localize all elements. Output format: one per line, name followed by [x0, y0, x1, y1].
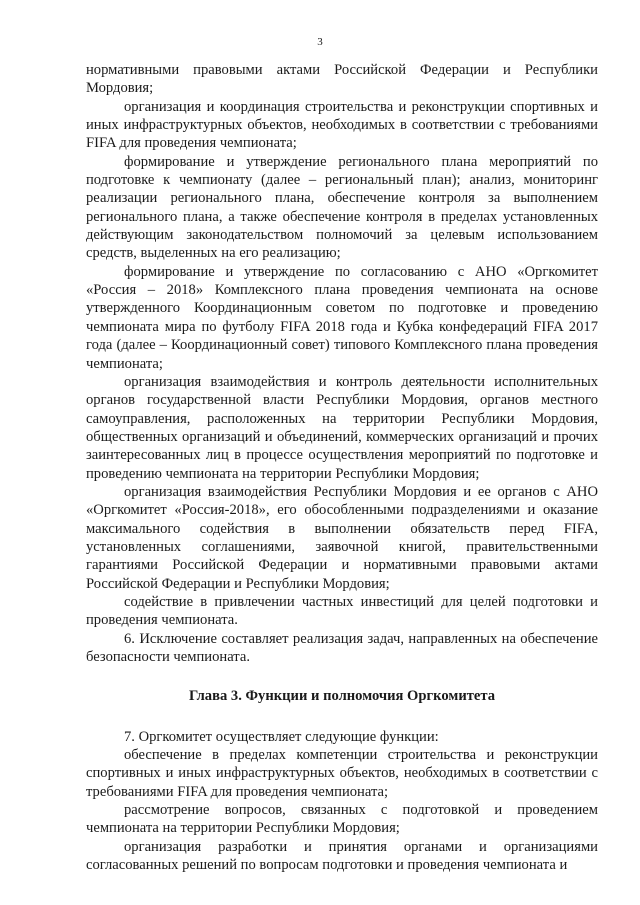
- paragraph: формирование и утверждение по согласованию с АНО «Оргкомитет «Россия – 2018» Комплексного плана проведения чемпионата на основе утвержденного Координационным советом по подготовке и проведению чемпионата мира по футболу FIFA 2018 года и Кубка конфедераций FIFA 2017 года (далее – Координационный совет) типового Комплексного плана проведения чемпионата;: [86, 263, 598, 372]
- paragraph: обеспечение в пределах компетенции строительства и реконструкции спортивных и иных инфраструктурных объектов, необходимых в соответствии с требованиями FIFA для проведения чемпионата;: [86, 747, 598, 800]
- paragraph: организация взаимодействия Республики Мордовия и ее органов с АНО «Оргкомитет «Россия-2018», его обособленными подразделениями и оказание максимального содействия в выполнении обязательств перед FIFA, установленных соглашениями, заявочной книгой, правительственными гарантиями Российской Федерации и нормативными правовыми актами Российской Федерации и Республики Мордовия;: [86, 483, 598, 592]
- paragraph: нормативными правовыми актами Российской Федерации и Республики Мордовия;: [86, 62, 598, 97]
- paragraph: рассмотрение вопросов, связанных с подготовкой и проведением чемпионата на территории Республики Мордовия;: [86, 802, 598, 837]
- chapter-heading: Глава 3. Функции и полномочия Оргкомитета: [188, 688, 496, 705]
- paragraph: содействие в привлечении частных инвестиций для целей подготовки и проведения чемпионата.: [86, 593, 598, 629]
- document-body: [86, 61, 598, 874]
- paragraph: формирование и утверждение регионального плана мероприятий по подготовке к чемпионату (далее – региональный план); анализ, мониторинг реализации регионального плана, обеспечение контроля за выполнением регионального плана, а также обеспечение контроля в пределах установленных действующим законодательством полномочий за целевым использованием средств, выделенных на его реализацию;: [86, 153, 598, 262]
- paragraph: организация и координация строительства и реконструкции спортивных и иных инфраструктурных объектов, необходимых в соответствии с требованиями FIFA для проведения чемпионата;: [86, 98, 598, 152]
- paragraph: организация взаимодействия и контроль деятельности исполнительных органов государственной власти Республики Мордовия, органов местного самоуправления, расположенных на территории Республики Мордовия, общественных организаций и объединений, коммерческих организаций и прочих заинтересованных лиц в процессе осуществления мероприятий по подготовке и проведению чемпионата на территории Республики Мордовия;: [86, 373, 598, 482]
- paragraph: организация разработки и принятия органами и организациями согласованных решений по вопросам подготовки и проведения чемпионата и: [86, 838, 598, 874]
- paragraph: 7. Оргкомитет осуществляет следующие функции:: [124, 728, 439, 745]
- page-number: 3: [317, 36, 323, 48]
- paragraph: 6. Исключение составляет реализация задач, направленных на обеспечение безопасности чемпионата.: [86, 630, 598, 665]
